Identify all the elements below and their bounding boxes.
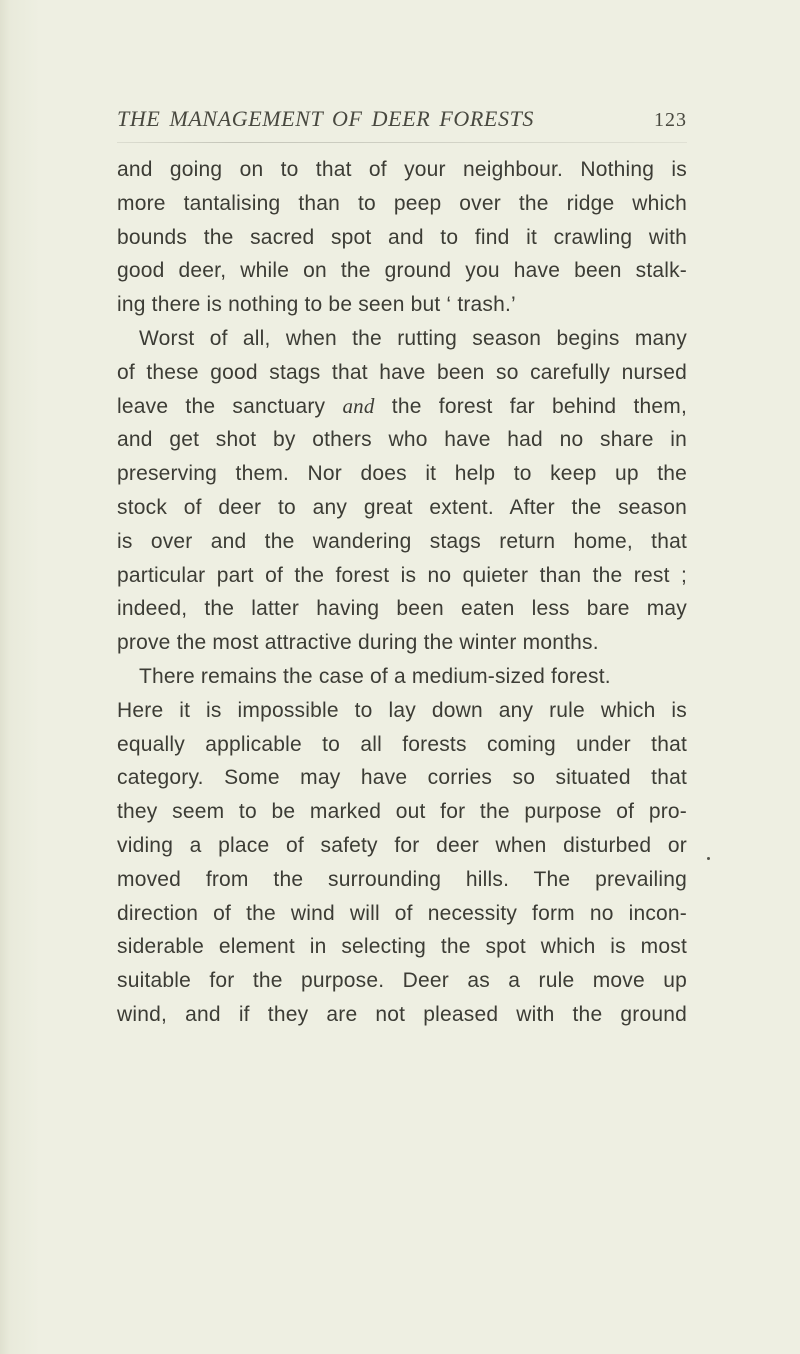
text-line: indeed, the latter having been eaten less bare may [117,597,687,621]
text-line: preserving them. Nor does it help to keep up the [117,462,687,486]
running-title: THE MANAGEMENT OF DEER FORESTS [117,106,535,131]
text-line: There remains the case of a medium-sized forest. [139,664,611,688]
page-header [117,106,687,142]
text-line: viding a place of safety for deer when disturbed or [117,833,687,857]
text-line: direction of the wind will of necessity form no incon- [117,901,687,925]
text-line: particular part of the forest is no quieter than the rest ; [117,563,687,587]
text-line: Here it is impossible to lay down any rule which is [117,698,687,722]
italic-emphasis: and [342,393,375,418]
text-line: siderable element in selecting the spot which is most [117,935,687,959]
text-line: and going on to that of your neighbour. Nothing is [117,158,687,181]
text-segment: leave the sanctuary [117,394,343,418]
text-line: good deer, while on the ground you have been stalk- [117,259,687,283]
body-text [117,153,687,1032]
text-line: they seem to be marked out for the purpose of pro- [117,800,687,824]
text-line: Worst of all, when the rutting season begins many [139,326,687,350]
text-line: suitable for the purpose. Deer as a rule move up [117,969,687,993]
text-line: prove the most attractive during the winter months. [117,631,599,655]
text-line: is over and the wandering stags return home, that [117,529,687,553]
text-line: moved from the surrounding hills. The prevailing [117,867,687,891]
text-line [117,390,687,424]
text-line: bounds the sacred spot and to find it crawling with [117,225,687,249]
text-line: ing there is nothing to be seen but ‘ trash.’ [117,293,516,317]
page-number: 123 [654,109,687,131]
text-line: wind, and if they are not pleased with the ground [117,1002,687,1026]
text-line: category. Some may have corries so situated that [117,766,687,790]
text-line: equally applicable to all forests coming under that [117,732,687,756]
text-line: and get shot by others who have had no share in [117,428,687,452]
text-line: of these good stags that have been so carefully nursed [117,360,687,384]
text-line: more tantalising than to peep over the ridge which [117,191,687,215]
header-rule [117,142,687,143]
text-segment: the forest far behind them, [374,394,688,418]
ink-speck [707,857,710,860]
text-line: stock of deer to any great extent. After the season [117,495,687,519]
